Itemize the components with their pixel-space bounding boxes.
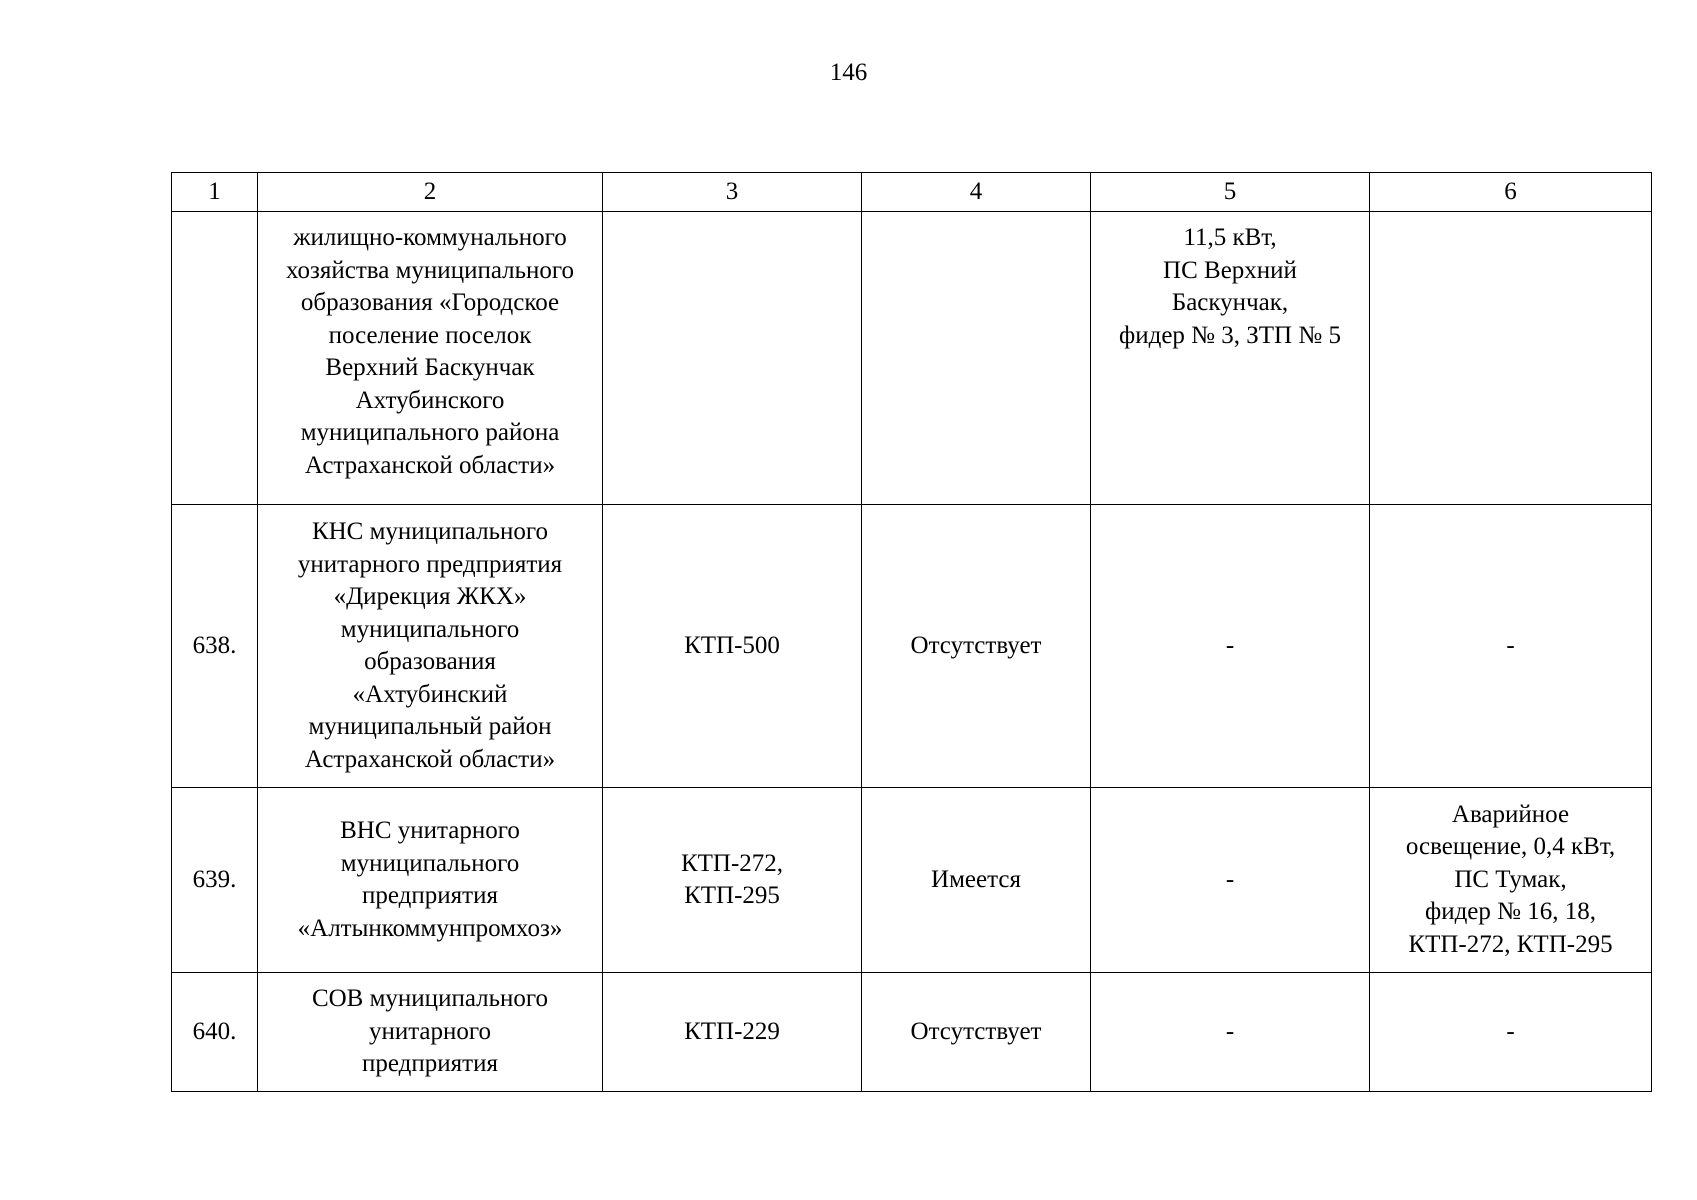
object-name-cell: ВНС унитарного муниципального предприятия «Алтынкоммунпромхоз»: [258, 788, 603, 973]
row-number-cell: 639.: [172, 788, 258, 973]
object-name-cell: СОВ муниципального унитарного предприятия: [258, 973, 603, 1092]
row-number-cell: 640.: [172, 973, 258, 1092]
col5-cell: 11,5 кВт, ПС Верхний Баскунчак, фидер № 3, ЗТП № 5: [1091, 212, 1370, 505]
table-row: [172, 212, 1652, 505]
page-number: 146: [829, 59, 868, 86]
col3-cell: КТП-500: [603, 505, 862, 788]
table-row: [172, 973, 1652, 1092]
column-header-3: 3: [603, 173, 862, 212]
col6-cell: -: [1370, 973, 1652, 1092]
table-header-row: [172, 173, 1652, 212]
column-header-4: 4: [862, 173, 1091, 212]
col6-cell: [1370, 212, 1652, 505]
column-header-2: 2: [258, 173, 603, 212]
column-header-5: 5: [1091, 173, 1370, 212]
table-row: [172, 505, 1652, 788]
col3-cell: КТП-229: [603, 973, 862, 1092]
row-number-cell: [172, 212, 258, 505]
col3-cell: [603, 212, 862, 505]
col4-cell: [862, 212, 1091, 505]
object-name-cell: КНС муниципального унитарного предприятия «Дирекция ЖКХ» муниципального образования «Ахтубинский муниципальный район Астраханской области»: [258, 505, 603, 788]
col5-cell: -: [1091, 505, 1370, 788]
column-header-1: 1: [172, 173, 258, 212]
col4-cell: Отсутствует: [862, 505, 1091, 788]
col6-cell: Аварийное освещение, 0,4 кВт, ПС Тумак, фидер № 16, 18, КТП-272, КТП-295: [1370, 788, 1652, 973]
col4-cell: Отсутствует: [862, 973, 1091, 1092]
data-table: [171, 172, 1652, 1092]
col5-cell: -: [1091, 973, 1370, 1092]
object-name-cell: жилищно-коммунального хозяйства муниципального образования «Городское поселение поселок Верхний Баскунчак Ахтубинского муниципального района Астраханской области»: [258, 212, 603, 505]
row-number-cell: 638.: [172, 505, 258, 788]
col4-cell: Имеется: [862, 788, 1091, 973]
column-header-6: 6: [1370, 173, 1652, 212]
col3-cell: КТП-272, КТП-295: [603, 788, 862, 973]
col6-cell: -: [1370, 505, 1652, 788]
table-row: [172, 788, 1652, 973]
col5-cell: -: [1091, 788, 1370, 973]
